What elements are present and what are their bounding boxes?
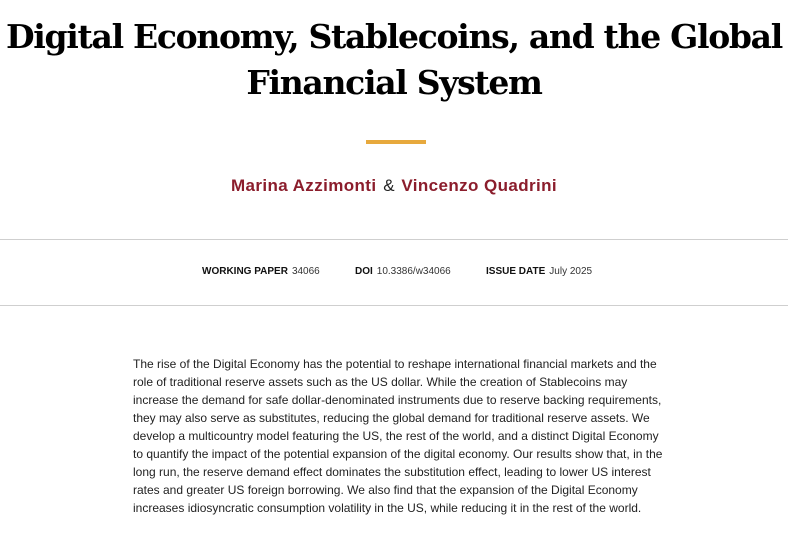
title-accent-bar (366, 140, 426, 144)
issue-date-value: July 2025 (549, 266, 593, 277)
author-list (0, 174, 788, 198)
author-link-marina-azzimonti[interactable]: Marina Azzimonti (230, 176, 377, 195)
meta-divider-bottom (0, 305, 788, 306)
doi-value: 10.3386/w34066 (376, 266, 451, 277)
meta-divider-top (0, 239, 788, 240)
abstract-text: The rise of the Digital Economy has the potential to reshape international financial markets and the role of traditional reserve assets such as the US dollar. While the creation of Stablecoins may increase the demand for safe dollar-denominated instruments due to reserve backing requirements, they may also serve as substitutes, reducing the global demand for traditional reserve assets. We develop a multicountry model featuring the US, the rest of the world, and a distinct Digital Economy to quantify the impact of the potential expansion of the digital economy. Our results show that, in the long run, the reserve demand effect dominates the substitution effect, leading to lower US interest rates and greater US foreign borrowing. We also find that the expansion of the Digital Economy increases idiosyncratic consumption volatility in the US, while reducing it in the rest of the world. (133, 357, 663, 515)
author-separator: & (383, 176, 395, 195)
working-paper-number (202, 265, 320, 279)
issue-date (486, 265, 592, 279)
page-title (0, 14, 788, 106)
issue-date-label: ISSUE DATE (486, 266, 546, 277)
working-paper-label: WORKING PAPER (202, 266, 288, 277)
page-title-line-1: Digital Economy, Stablecoins, and the Global (5, 17, 783, 56)
page-title-line-2: Financial System (246, 63, 542, 102)
doi (355, 265, 451, 279)
doi-label: DOI (355, 266, 373, 277)
working-paper-value: 34066 (291, 266, 320, 277)
author-link-vincenzo-quadrini[interactable]: Vincenzo Quadrini (401, 176, 558, 195)
